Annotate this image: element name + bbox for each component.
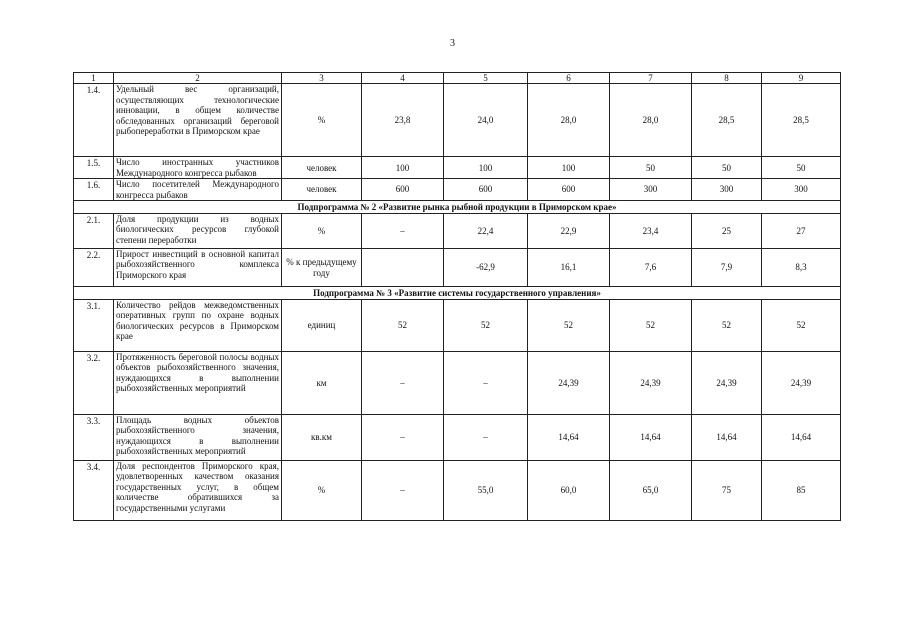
header-cell: 6 — [528, 73, 610, 84]
value-cell: 52 — [444, 300, 528, 352]
table-row — [74, 300, 841, 352]
header-cell: 7 — [610, 73, 692, 84]
indicator-name: Количество рейдов межведомственных оперативных групп по охране водных биологических ресурсов в Приморском крае — [114, 300, 282, 352]
header-cell: 5 — [444, 73, 528, 84]
indicator-name: Доля продукции из водных биологических ресурсов глубокой степени переработки — [114, 214, 282, 249]
indicator-name: Площадь водных объектов рыбохозяйственного значения, нуждающихся в выполнении рыбохозяйственных мероприятий — [114, 415, 282, 461]
value-cell: 22,4 — [444, 214, 528, 249]
unit-cell: кв.км — [282, 415, 362, 461]
row-number: 2.1. — [74, 214, 114, 249]
table-row — [74, 415, 841, 461]
value-cell: 75 — [692, 461, 762, 521]
value-cell: – — [444, 415, 528, 461]
unit-cell: единиц — [282, 300, 362, 352]
value-cell: 7,6 — [610, 249, 692, 287]
value-cell: 27 — [762, 214, 841, 249]
value-cell: 7,9 — [692, 249, 762, 287]
value-cell: 24,39 — [528, 352, 610, 415]
value-cell: 50 — [610, 157, 692, 179]
unit-cell: км — [282, 352, 362, 415]
unit-cell: % — [282, 461, 362, 521]
value-cell: 300 — [762, 179, 841, 201]
value-cell: 14,64 — [528, 415, 610, 461]
value-cell: 52 — [692, 300, 762, 352]
value-cell: 24,0 — [444, 84, 528, 157]
value-cell: 28,0 — [528, 84, 610, 157]
value-cell: 85 — [762, 461, 841, 521]
unit-cell: % — [282, 84, 362, 157]
value-cell: 60,0 — [528, 461, 610, 521]
value-cell: 23,4 — [610, 214, 692, 249]
value-cell: 300 — [610, 179, 692, 201]
page-number: 3 — [450, 38, 455, 49]
header-cell: 3 — [282, 73, 362, 84]
indicators-table — [73, 72, 841, 521]
row-number: 1.4. — [74, 84, 114, 157]
value-cell: 28,5 — [762, 84, 841, 157]
value-cell: 100 — [444, 157, 528, 179]
table-row — [74, 249, 841, 287]
value-cell: 22,9 — [528, 214, 610, 249]
row-number: 3.1. — [74, 300, 114, 352]
value-cell: 14,64 — [610, 415, 692, 461]
value-cell: – — [444, 352, 528, 415]
row-number: 3.4. — [74, 461, 114, 521]
value-cell: 14,64 — [762, 415, 841, 461]
value-cell: 300 — [692, 179, 762, 201]
row-number: 1.5. — [74, 157, 114, 179]
row-number: 2.2. — [74, 249, 114, 287]
value-cell: – — [362, 415, 444, 461]
subprogram-title: Подпрограмма № 3 «Развитие системы государственного управления» — [74, 287, 841, 300]
header-cell: 8 — [692, 73, 762, 84]
value-cell: 28,0 — [610, 84, 692, 157]
value-cell: -62,9 — [444, 249, 528, 287]
header-row — [74, 73, 841, 84]
indicator-name: Протяженность береговой полосы водных объектов рыбохозяйственного значения, нуждающихся в выполнении рыбохозяйственных мероприятий — [114, 352, 282, 415]
header-cell: 9 — [762, 73, 841, 84]
value-cell: 52 — [362, 300, 444, 352]
value-cell: – — [362, 461, 444, 521]
indicator-name: Доля респондентов Приморского края, удовлетворенных качеством оказания государственных услуг, в общем количестве обратившихся за государственными услугами — [114, 461, 282, 521]
value-cell: 52 — [762, 300, 841, 352]
indicator-name: Прирост инвестиций в основной капитал рыбохозяйственного комплекса Приморского края — [114, 249, 282, 287]
value-cell: 24,39 — [692, 352, 762, 415]
unit-cell: человек — [282, 179, 362, 201]
value-cell: 52 — [610, 300, 692, 352]
value-cell: 25 — [692, 214, 762, 249]
value-cell: 600 — [444, 179, 528, 201]
header-cell: 4 — [362, 73, 444, 84]
value-cell: – — [362, 352, 444, 415]
indicator-name: Число посетителей Международного конгресса рыбаков — [114, 179, 282, 201]
value-cell — [362, 249, 444, 287]
value-cell: – — [362, 214, 444, 249]
value-cell: 65,0 — [610, 461, 692, 521]
value-cell: 600 — [362, 179, 444, 201]
value-cell: 50 — [762, 157, 841, 179]
value-cell: 600 — [528, 179, 610, 201]
value-cell: 100 — [362, 157, 444, 179]
unit-cell: % — [282, 214, 362, 249]
unit-cell: человек — [282, 157, 362, 179]
table-row — [74, 461, 841, 521]
value-cell: 23,8 — [362, 84, 444, 157]
table-row — [74, 157, 841, 179]
value-cell: 100 — [528, 157, 610, 179]
value-cell: 16,1 — [528, 249, 610, 287]
value-cell: 24,39 — [762, 352, 841, 415]
subprogram-row — [74, 287, 841, 300]
value-cell: 14,64 — [692, 415, 762, 461]
subprogram-title: Подпрограмма № 2 «Развитие рынка рыбной продукции в Приморском крае» — [74, 201, 841, 214]
row-number: 1.6. — [74, 179, 114, 201]
value-cell: 52 — [528, 300, 610, 352]
value-cell: 55,0 — [444, 461, 528, 521]
table-row — [74, 352, 841, 415]
value-cell: 50 — [692, 157, 762, 179]
value-cell: 24,39 — [610, 352, 692, 415]
value-cell: 8,3 — [762, 249, 841, 287]
value-cell: 28,5 — [692, 84, 762, 157]
table-row — [74, 179, 841, 201]
indicator-name: Удельный вес организаций, осуществляющих технологические инновации, в общем количестве обследованных организаций береговой рыбопереработки в Приморском крае — [114, 84, 282, 157]
indicator-name: Число иностранных участников Международного конгресса рыбаков — [114, 157, 282, 179]
subprogram-row — [74, 201, 841, 214]
header-cell: 1 — [74, 73, 114, 84]
header-cell: 2 — [114, 73, 282, 84]
unit-cell: % к предыдущему году — [282, 249, 362, 287]
table-row — [74, 84, 841, 157]
row-number: 3.3. — [74, 415, 114, 461]
table-row — [74, 214, 841, 249]
row-number: 3.2. — [74, 352, 114, 415]
